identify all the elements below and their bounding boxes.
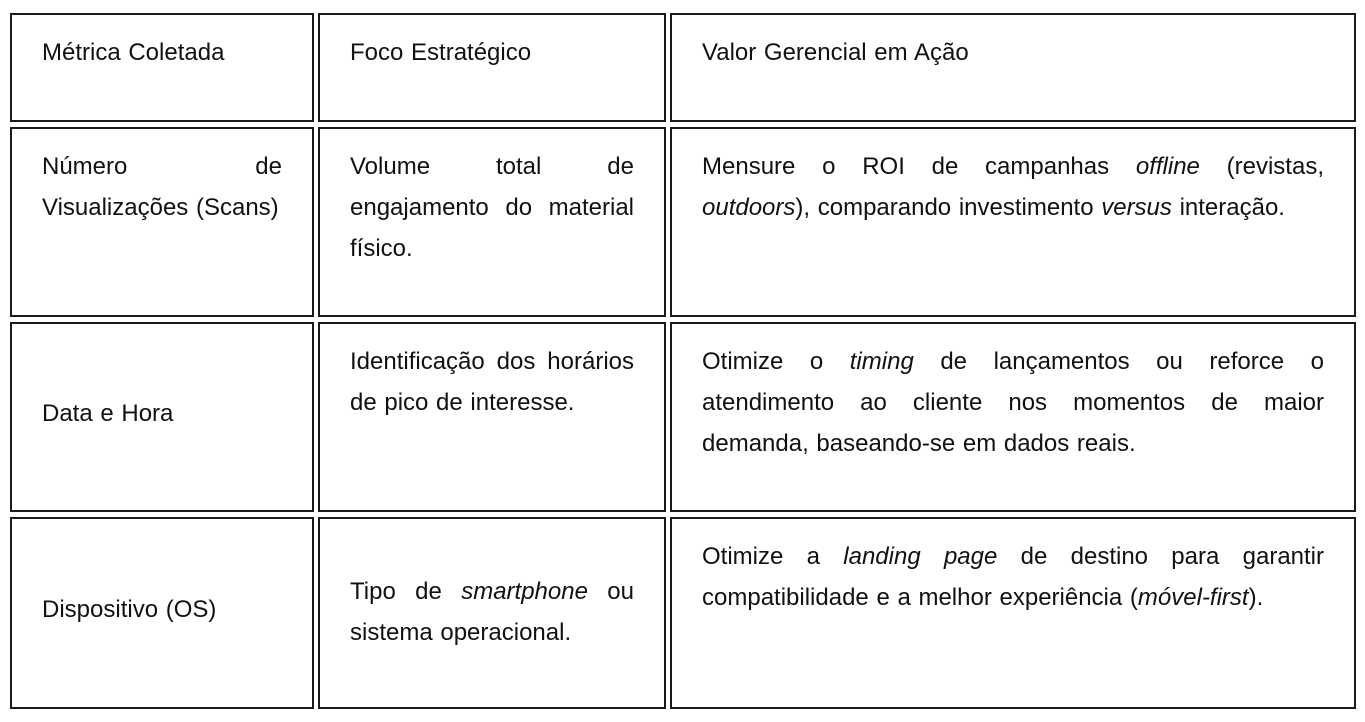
row-1-metric: [10, 127, 314, 317]
row-1-focus: [318, 127, 666, 317]
italic-run: smartphone: [461, 578, 588, 605]
row-1-metric-text: Número de Visualizações (Scans): [42, 153, 282, 221]
text-run: Otimize o: [702, 348, 850, 375]
row-2-metric-text: Data e Hora: [42, 399, 174, 427]
italic-run: versus: [1101, 194, 1172, 221]
italic-run: landing page: [843, 543, 998, 570]
row-3-metric-text: Dispositivo (OS): [42, 595, 217, 623]
text-run: ).: [1248, 584, 1264, 611]
row-3-value-text: [702, 543, 1324, 611]
text-run: interação.: [1171, 194, 1285, 221]
text-run: de destino para garantir compatibilidade e a melhor experiência (: [702, 543, 1325, 611]
row-3-metric: [10, 517, 314, 709]
italic-run: móvel-first: [1137, 584, 1249, 611]
row-2-metric: [10, 322, 314, 512]
italic-run: timing: [849, 348, 914, 375]
row-2-focus: [318, 322, 666, 512]
row-1-value-text: [702, 153, 1324, 221]
text-run: Otimize a: [702, 543, 844, 570]
row-1-value: [670, 127, 1356, 317]
header-focus: [318, 13, 666, 122]
header-metric: [10, 13, 314, 122]
italic-run: offline: [1135, 153, 1200, 180]
row-3-focus: [318, 517, 666, 709]
row-3-focus-text: [350, 571, 634, 653]
header-value: [670, 13, 1356, 122]
header-value-label: Valor Gerencial em Ação: [702, 39, 969, 66]
text-run: Mensure o ROI de campanhas: [702, 153, 1136, 180]
row-2-value-text: [702, 348, 1324, 457]
text-run: ), comparando investimento: [795, 194, 1102, 221]
text-run: de lançamentos ou reforce o atendimento ao cliente nos momentos de maior demanda, baseando-se em dados reais.: [702, 348, 1324, 457]
row-1-focus-text: Volume total de engajamento do material físico.: [350, 153, 634, 262]
row-3-value: [670, 517, 1356, 709]
text-run: (revistas,: [1199, 153, 1324, 180]
header-metric-label: Métrica Coletada: [42, 39, 225, 66]
row-2-value: [670, 322, 1356, 512]
header-focus-label: Foco Estratégico: [350, 39, 532, 66]
italic-run: outdoors: [702, 194, 796, 221]
metrics-table: [10, 13, 1357, 709]
text-run: Tipo de: [350, 578, 462, 605]
text-run: ou sistema operacional.: [350, 578, 634, 646]
row-2-focus-text: Identificação dos horários de pico de interesse.: [350, 348, 634, 416]
